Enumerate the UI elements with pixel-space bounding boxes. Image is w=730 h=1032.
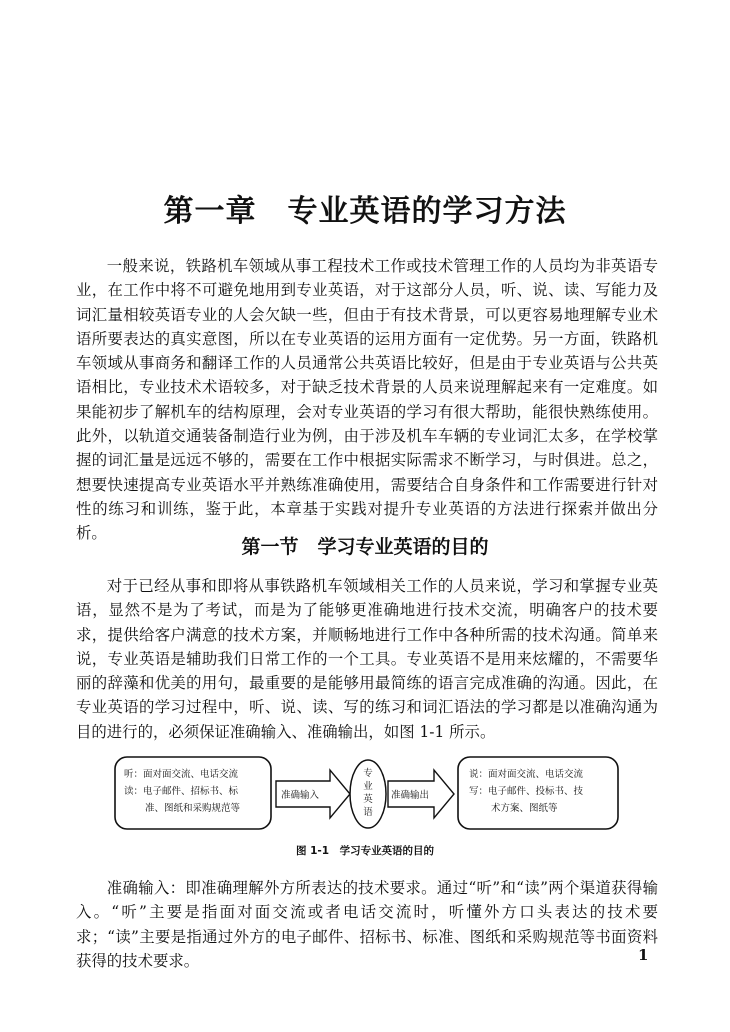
center-char-4: 语 [363, 807, 373, 818]
center-char-2: 业 [363, 781, 373, 792]
right-box-line-3: 术方案、图纸等 [491, 803, 558, 814]
page-number: 1 [638, 946, 649, 964]
left-box-line-2: 读：电子邮件、招标书、标 [124, 786, 239, 797]
right-box-line-2: 写：电子邮件、投标书、技 [469, 786, 584, 797]
definition-paragraph: 准确输入：即准确理解外方所表达的技术要求。通过“听”和“读”两个渠道获得输入。“听”主要是指面对面交流或者电话交流时，听懂外方口头表达的技术要求；“读”主要是指通过外方的电子邮件、招标书、标准、图纸和采购规范等书面资料获得的技术要求。 [76, 879, 658, 970]
center-char-1: 专 [363, 768, 373, 779]
left-box-line-3: 准、图纸和采购规范等 [145, 803, 241, 814]
left-box-line-1: 听：面对面交流、电话交流 [124, 769, 239, 780]
section-paragraph: 对于已经从事和即将从事铁路机车领域相关工作的人员来说，学习和掌握专业英语，显然不是为了考试，而是为了能够更准确地进行技术交流，明确客户的技术要求，提供给客户满意的技术方案，并顺畅地进行工作中各种所需的技术沟通。简单来说，专业英语是辅助我们日常工作的一个工具。专业英语不是用来炫耀的，不需要华丽的辞藻和优美的用句，最重要的是能够用最简练的语言完成准确的沟通。因此，在专业英语的学习过程中，听、说、读、写的练习和词汇语法的学习都是以准确沟通为目的进行的，必须保证准确输入、准确输出，如图 1-1 所示。 [76, 577, 658, 741]
section-title: 第一节 学习专业英语的目的 [241, 536, 489, 558]
center-char-3: 英 [363, 794, 373, 805]
figure-caption: 图 1-1 学习专业英语的目的 [295, 845, 435, 857]
input-arrow-label: 准确输入 [281, 790, 320, 801]
output-arrow-label: 准确输出 [391, 790, 430, 801]
intro-paragraph: 一般来说，铁路机车领域从事工程技术工作或技术管理工作的人员均为非英语专业，在工作中将不可避免地用到专业英语，对于这部分人员，听、说、读、写能力及词汇量相较英语专业的人会欠缺一些，但由于有技术背景，可以更容易地理解专业术语所要表达的真实意图，所以在专业英语的运用方面有一定优势。另一方面，铁路机车领域从事商务和翻译工作的人员通常公共英语比较好，但是由于专业英语与公共英语相比，专业技术术语较多，对于缺乏技术背景的人员来说理解起来有一定难度。如果能初步了解机车的结构原理，会对专业英语的学习有很大帮助，能很快熟练使用。此外，以轨道交通装备制造行业为例，由于涉及机车车辆的专业词汇太多，在学校掌握的词汇量是远远不够的，需要在工作中根据实际需求不断学习，与时俱进。总之，想要快速提高专业英语水平并熟练准确使用，需要结合自身条件和工作需要进行针对性的练习和训练，鉴于此，本章基于实践对提升专业英语的方法进行探索并做出分析。 [76, 257, 658, 543]
figure-1-1-diagram [114, 756, 624, 836]
chapter-title: 第一章 专业英语的学习方法 [163, 194, 567, 229]
right-box-line-1: 说：面对面交流、电话交流 [469, 769, 584, 780]
